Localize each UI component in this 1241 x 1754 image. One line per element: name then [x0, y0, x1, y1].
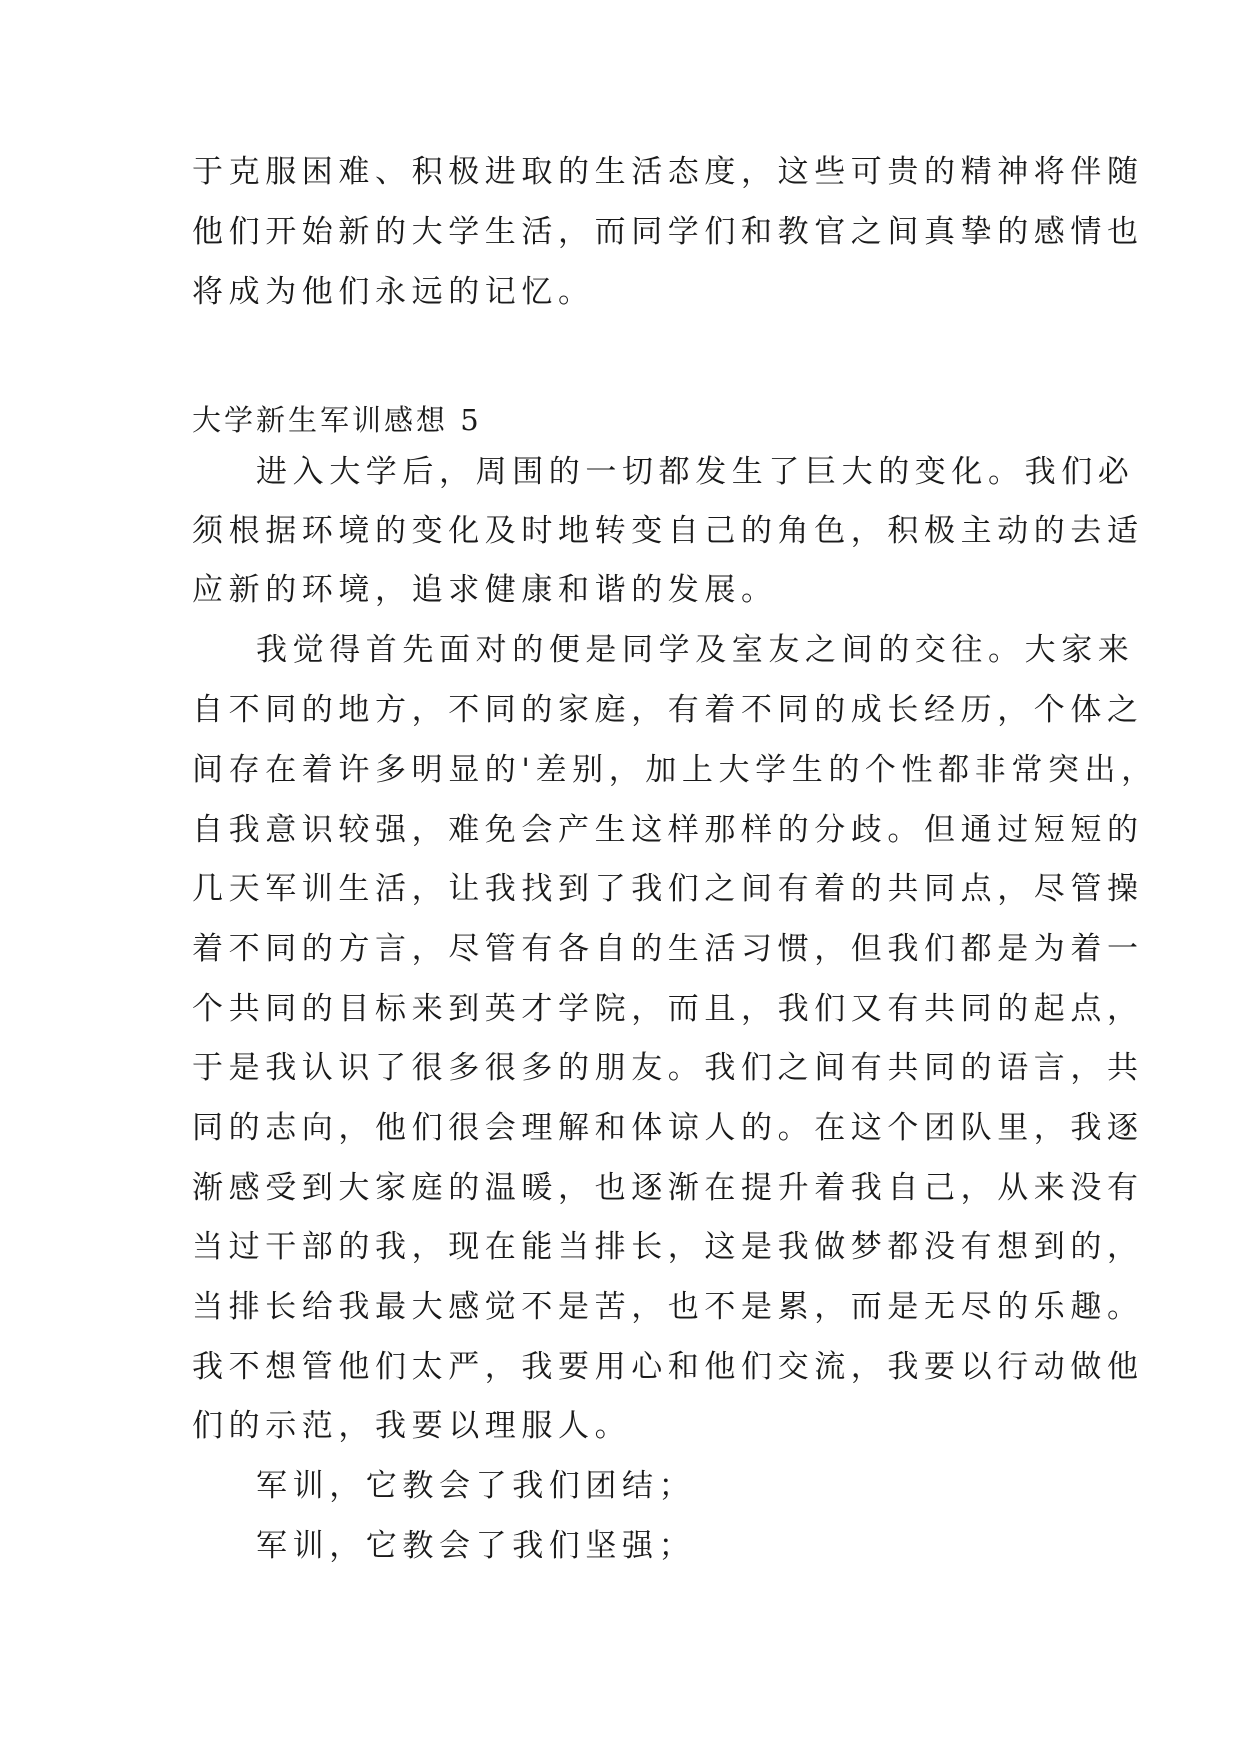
paragraph2-line-6: 着不同的方言，尽管有各自的生活习惯，但我们都是为着一	[192, 931, 1144, 967]
paragraph2-line-9: 同的志向，他们很会理解和体谅人的。在这个团队里，我逐	[192, 1110, 1144, 1146]
paragraph2-line-10: 渐感受到大家庭的温暖，也逐渐在提升着我自己，从来没有	[192, 1170, 1144, 1206]
paragraph2-line-1: 我觉得首先面对的便是同学及室友之间的交往。大家来	[256, 632, 1135, 668]
intro-line-1: 于克服困难、积极进取的生活态度，这些可贵的精神将伴随	[192, 154, 1144, 190]
intro-line-3: 将成为他们永远的记忆。	[192, 274, 595, 310]
paragraph1-line-3: 应新的环境，追求健康和谐的发展。	[192, 572, 778, 608]
paragraph1-line-2: 须根据环境的变化及时地转变自己的角色，积极主动的去适	[192, 513, 1144, 549]
paragraph2-line-7: 个共同的目标来到英才学院，而且，我们又有共同的起点，	[192, 991, 1144, 1027]
paragraph2-line-13: 我不想管他们太严，我要用心和他们交流，我要以行动做他	[192, 1349, 1144, 1385]
paragraph2-line-2: 自不同的地方，不同的家庭，有着不同的成长经历，个体之	[192, 692, 1144, 728]
paragraph2-line-3: 间存在着许多明显的'差别，加上大学生的个性都非常突出，	[192, 752, 1158, 788]
paragraph2-line-12: 当排长给我最大感觉不是苦，也不是累，而是无尽的乐趣。	[192, 1289, 1144, 1325]
paragraph4-line: 军训，它教会了我们坚强；	[256, 1528, 696, 1564]
section-heading: 大学新生军训感想 5	[192, 403, 482, 437]
paragraph1-line-1: 进入大学后，周围的一切都发生了巨大的变化。我们必	[256, 454, 1135, 490]
paragraph3-line: 军训，它教会了我们团结；	[256, 1468, 696, 1504]
paragraph2-line-8: 于是我认识了很多很多的朋友。我们之间有共同的语言，共	[192, 1050, 1144, 1086]
paragraph2-line-11: 当过干部的我，现在能当排长，这是我做梦都没有想到的，	[192, 1229, 1144, 1265]
paragraph2-line-5: 几天军训生活，让我找到了我们之间有着的共同点，尽管操	[192, 871, 1144, 907]
paragraph2-line-14: 们的示范，我要以理服人。	[192, 1408, 632, 1444]
paragraph2-line-4: 自我意识较强，难免会产生这样那样的分歧。但通过短短的	[192, 812, 1144, 848]
intro-line-2: 他们开始新的大学生活，而同学们和教官之间真挚的感情也	[192, 214, 1144, 250]
